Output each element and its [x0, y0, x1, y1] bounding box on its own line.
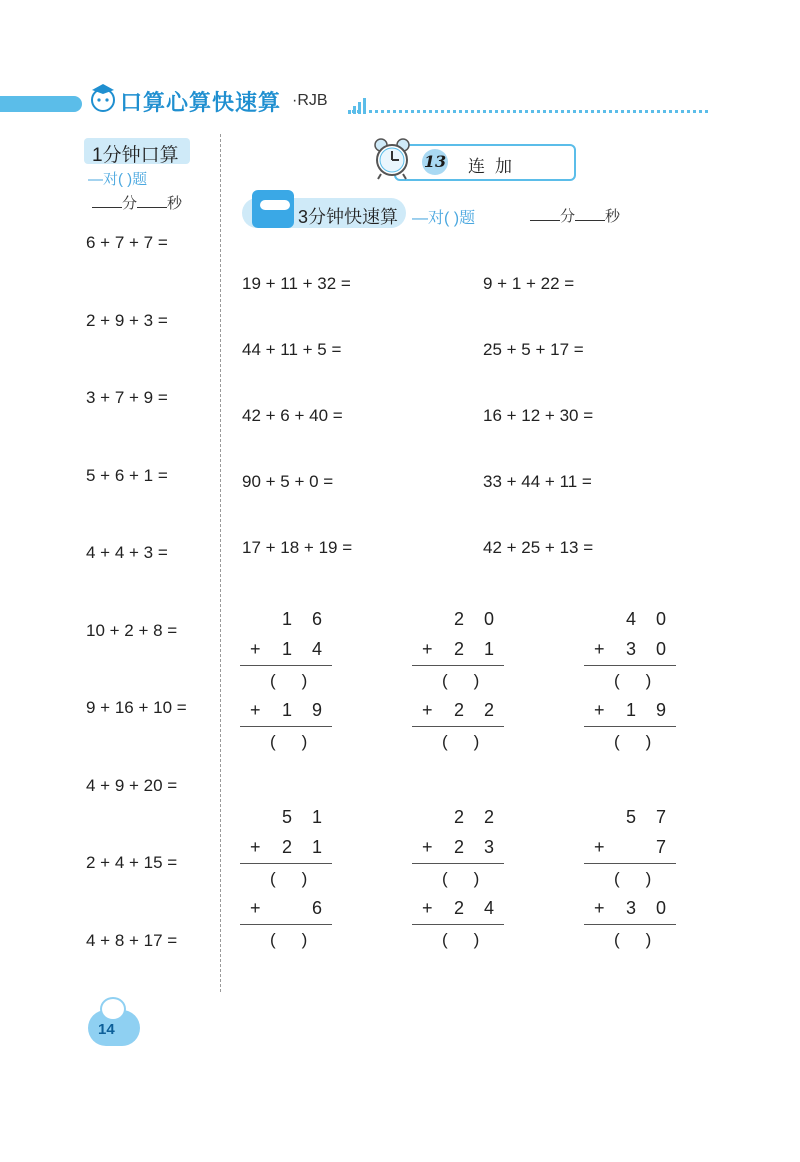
minutes-blank[interactable] [92, 195, 122, 208]
quick-problem: 90 + 5 + 0 = [242, 472, 334, 491]
left-problem: 10 + 2 + 8 = [86, 621, 178, 640]
vertical-addition: 5 1 + 2 1 () + 6 () [240, 803, 332, 955]
quick-correct-count: —对( )题 [412, 210, 476, 227]
column-divider [220, 134, 221, 992]
left-problem: 2 + 9 + 3 = [86, 311, 168, 330]
vertical-addition: 2 2 + 2 3 () + 2 4 () [412, 803, 504, 955]
left-problem: 2 + 4 + 15 = [86, 853, 178, 872]
answer-blank[interactable]: () [614, 869, 678, 888]
left-problem: 4 + 9 + 20 = [86, 776, 178, 795]
seconds-unit: 秒 [605, 208, 621, 225]
quick-problem: 25 + 5 + 17 = [483, 340, 584, 359]
quick-problem: 16 + 12 + 30 = [483, 406, 594, 425]
vertical-addition: 2 0 + 2 1 () + 2 2 () [412, 605, 504, 757]
answer-blank[interactable]: () [442, 732, 506, 751]
answer-blank[interactable]: () [270, 869, 334, 888]
vertical-addition: 1 6 + 1 4 () + 1 9 () [240, 605, 332, 757]
panda-mascot-icon [100, 997, 126, 1021]
answer-blank[interactable]: () [270, 732, 334, 751]
quick-problem: 17 + 18 + 19 = [242, 538, 353, 557]
answer-blank[interactable]: () [270, 930, 334, 949]
answer-blank[interactable]: () [442, 930, 506, 949]
minutes-unit: 分 [560, 208, 576, 225]
vertical-addition: 5 7 + 7 () + 3 0 () [584, 803, 676, 955]
header-bar [0, 96, 82, 112]
book-icon-page [260, 200, 290, 210]
page-number: 14 [98, 1021, 115, 1038]
minutes-blank[interactable] [530, 208, 560, 221]
seconds-blank[interactable] [575, 208, 605, 221]
quick-problem: 42 + 25 + 13 = [483, 538, 594, 557]
header-dotted-line [352, 110, 708, 113]
left-problem: 4 + 8 + 17 = [86, 931, 178, 950]
quick-problem: 19 + 11 + 32 = [242, 274, 351, 293]
left-problem: 6 + 7 + 7 = [86, 233, 168, 252]
alarm-clock-icon [372, 138, 412, 185]
book-edition: ·RJB [292, 92, 328, 109]
answer-blank[interactable]: () [614, 671, 678, 690]
section-number-badge: 13 [422, 149, 448, 175]
seconds-unit: 秒 [167, 195, 183, 212]
seconds-blank[interactable] [137, 195, 167, 208]
quick-time-field [530, 205, 620, 226]
quick-problem: 44 + 11 + 5 = [242, 340, 342, 359]
left-problem: 4 + 4 + 3 = [86, 543, 168, 562]
left-problem: 5 + 6 + 1 = [86, 466, 168, 485]
left-problem: 3 + 7 + 9 = [86, 388, 168, 407]
vertical-addition: 4 0 + 3 0 () + 1 9 () [584, 605, 676, 757]
quick-problem: 42 + 6 + 40 = [242, 406, 343, 425]
section-title: 连加 [468, 157, 522, 176]
answer-blank[interactable]: () [614, 732, 678, 751]
left-correct-count: —对( )题 [88, 171, 148, 188]
answer-blank[interactable]: () [442, 671, 506, 690]
left-section-title: 1分钟口算 [92, 145, 179, 166]
left-time-field [92, 192, 182, 213]
mascot-logo-icon [88, 80, 118, 119]
minutes-unit: 分 [122, 195, 138, 212]
quick-problem: 9 + 1 + 22 = [483, 274, 575, 293]
answer-blank[interactable]: () [270, 671, 334, 690]
answer-blank[interactable]: () [614, 930, 678, 949]
left-problem: 9 + 16 + 10 = [86, 698, 187, 717]
book-title: 口算心算快速算 [120, 90, 282, 115]
quick-problem: 33 + 44 + 11 = [483, 472, 592, 491]
quick-section-title: 3分钟快速算 [298, 207, 399, 227]
answer-blank[interactable]: () [442, 869, 506, 888]
